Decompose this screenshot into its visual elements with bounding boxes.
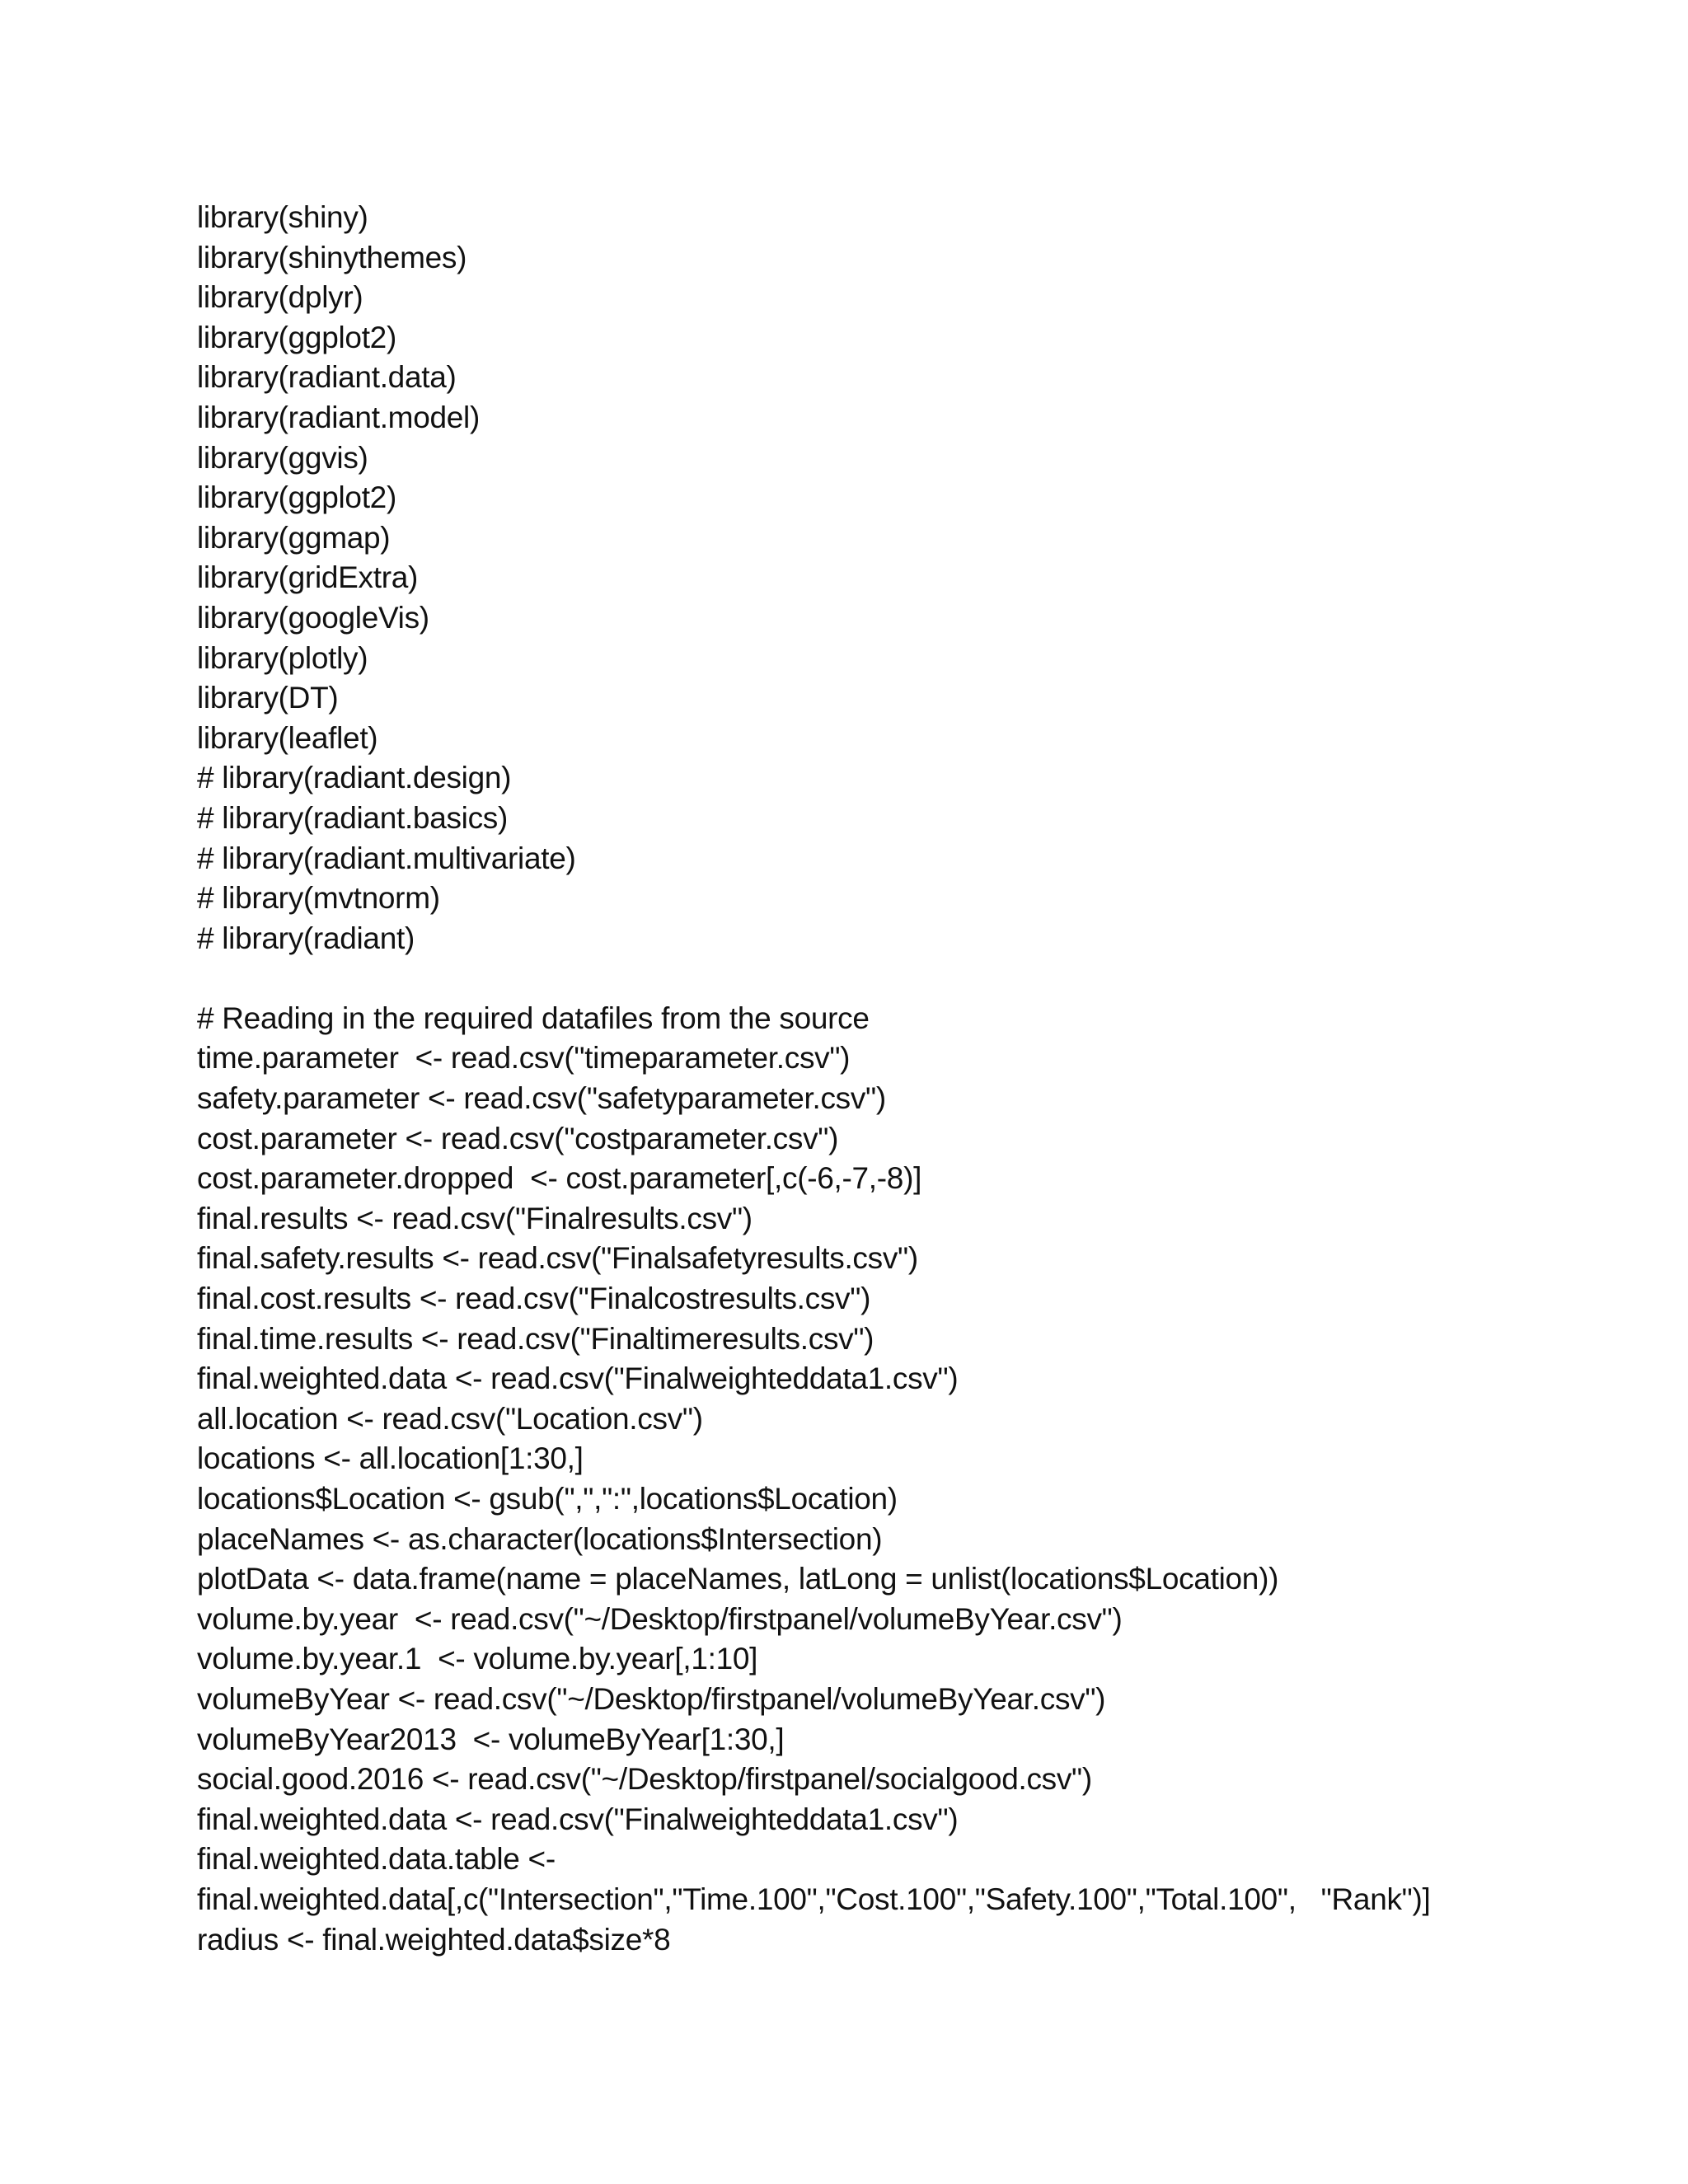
code-line: cost.parameter <- read.csv("costparameter.csv") [197, 1121, 839, 1155]
code-line: time.parameter <- read.csv("timeparameter.csv") [197, 1041, 851, 1076]
code-line: radius <- final.weighted.data$size*8 [197, 1922, 671, 1957]
code-line: library(shinythemes) [197, 240, 467, 274]
code-line: library(radiant.model) [197, 400, 480, 434]
code-line: library(gridExtra) [197, 560, 419, 595]
code-line: library(plotly) [197, 640, 368, 675]
code-line: volume.by.year <- read.csv("~/Desktop/firstpanel/volumeByYear.csv") [197, 1601, 1123, 1636]
code-line: library(googleVis) [197, 600, 429, 635]
code-line: final.cost.results <- read.csv("Finalcostresults.csv") [197, 1282, 871, 1316]
code-line: library(ggvis) [197, 440, 368, 475]
code-line: social.good.2016 <- read.csv("~/Desktop/firstpanel/socialgood.csv") [197, 1762, 1092, 1797]
code-line: library(leaflet) [197, 720, 378, 755]
code-line: library(DT) [197, 681, 339, 715]
code-line: library(shiny) [197, 200, 368, 234]
code-block [197, 198, 1681, 1960]
code-line: locations$Location <- gsub(",",":",locations$Location) [197, 1482, 898, 1516]
comment-line: # library(mvtnorm) [197, 881, 440, 916]
code-line: safety.parameter <- read.csv("safetyparameter.csv") [197, 1081, 886, 1116]
code-line: library(ggplot2) [197, 320, 396, 354]
code-line: placeNames <- as.character(locations$Intersection) [197, 1521, 883, 1556]
code-line: all.location <- read.csv("Location.csv") [197, 1401, 703, 1436]
blank-line [197, 958, 1681, 999]
code-line: final.weighted.data.table <- [197, 1842, 556, 1877]
code-line: library(ggmap) [197, 520, 391, 555]
code-line: library(ggplot2) [197, 480, 396, 515]
comment-line: # library(radiant.design) [197, 761, 512, 795]
code-line: locations <- all.location[1:30,] [197, 1441, 584, 1476]
code-line: library(radiant.data) [197, 360, 457, 395]
code-line: final.safety.results <- read.csv("Finalsafetyresults.csv") [197, 1241, 918, 1276]
code-line: final.time.results <- read.csv("Finaltimeresults.csv") [197, 1321, 874, 1356]
comment-line: # library(radiant.basics) [197, 800, 509, 835]
code-line: final.results <- read.csv("Finalresults.csv") [197, 1201, 753, 1235]
comment-line: # library(radiant.multivariate) [197, 841, 576, 875]
code-line: library(dplyr) [197, 280, 363, 315]
code-line: plotData <- data.frame(name = placeNames, latLong = unlist(locations$Location)) [197, 1562, 1279, 1596]
code-line: cost.parameter.dropped <- cost.parameter[,c(-6,-7,-8)] [197, 1161, 922, 1196]
comment-line: # library(radiant) [197, 921, 415, 955]
code-line: final.weighted.data[,c("Intersection","Time.100","Cost.100","Safety.100","Total.100", "Rank")] [197, 1882, 1431, 1916]
code-line: volumeByYear <- read.csv("~/Desktop/firstpanel/volumeByYear.csv") [197, 1681, 1106, 1716]
comment-line: # Reading in the required datafiles from the source [197, 1001, 870, 1035]
code-line: final.weighted.data <- read.csv("Finalweighteddata1.csv") [197, 1361, 959, 1396]
code-line: volume.by.year.1 <- volume.by.year[,1:10] [197, 1642, 758, 1676]
code-line: volumeByYear2013 <- volumeByYear[1:30,] [197, 1722, 785, 1756]
code-line: final.weighted.data <- read.csv("Finalweighteddata1.csv") [197, 1802, 959, 1836]
